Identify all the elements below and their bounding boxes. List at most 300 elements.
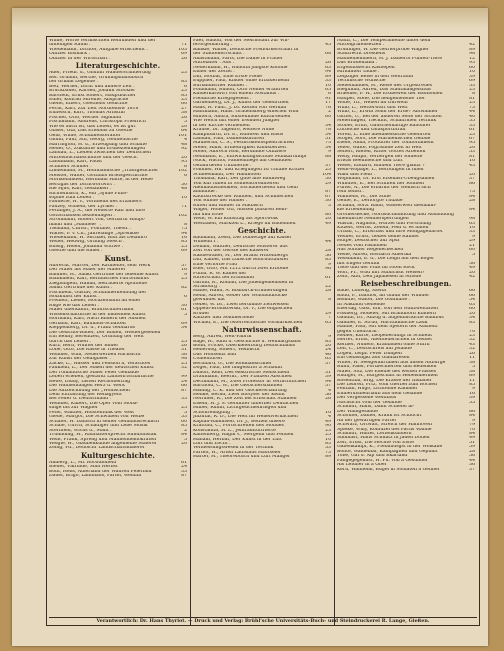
section-heading: Geschichte. (237, 226, 287, 236)
entry-page-number: 89 (469, 47, 475, 52)
entry-title: Das Brudenland . (337, 61, 378, 66)
entry-title: Dechmann, M., Zwei Professor in Vernichtlichen (193, 379, 306, 384)
entry-title: Bäde, Ludwig, Sawia (337, 289, 386, 294)
entry-title: Die Lebren, Frtz, Vom Gierbel zum Bochen (337, 382, 438, 387)
entry-page-number: 28 (325, 289, 331, 294)
entry-page-number: 11 (469, 378, 475, 383)
entry-page-number: 23 (181, 71, 187, 76)
entry-page-number: 38 (181, 111, 187, 116)
entry-page-number: 59 (469, 445, 475, 450)
entry-page-number: 82 (181, 286, 187, 291)
entry-title: Haas, H. Paul., J. Dr. Ketten von Werkah (193, 105, 287, 110)
entry-page-number: 84 (469, 431, 475, 436)
entry-page-number: 29 (325, 181, 331, 186)
entry-title: Offizier in der Wirtschaft . (49, 56, 111, 61)
entry-page-number: 44 (469, 458, 475, 463)
entry-title: Blankmehl, Karl, Berlinisches Patriotismus (49, 277, 149, 282)
entry-page-number: 38 (469, 369, 475, 374)
entry-title: Paer, Rudolf, Von der Melrhofadt zur Wil- (193, 39, 290, 43)
entry-page-number: 73 (325, 141, 331, 146)
entry-title: Gabenkampf, K., Pfelanlusgst in der Wolkahe (337, 445, 443, 450)
entry-page-number: 32 (469, 347, 475, 352)
entry-title: Dill, Kalbel, Das Lübsche Rohrbuttausfer (193, 258, 289, 263)
entry-page-number: 20 (181, 124, 187, 129)
entry-title: kie Erneuellung (337, 208, 375, 213)
entry-title: Lögen, Leipz. Peter Dimpen (337, 351, 402, 356)
entry-title: Lobe, Otto, Die Rasse in Theater (49, 348, 126, 353)
entry-title: Bertigas der Dichtwortwirt . (49, 182, 116, 187)
entry-page-number: 48 (181, 187, 187, 192)
entry-page-number: 8 (184, 222, 187, 227)
entry-title: Kurz, Bern, Wuntel der Bilder (49, 344, 119, 348)
entry-title: Ein Benny, Bereinzelt, Ordnung der Welt (49, 335, 144, 340)
entry-page-number: 10 (469, 70, 475, 75)
entry-title: anmunde . (193, 190, 218, 195)
entry-page-number: 29 (325, 311, 331, 316)
entry-page-number: 65 (325, 87, 331, 92)
entry-page-number: 86 (469, 181, 475, 186)
entry-page-number: 56 (469, 454, 475, 459)
entry-page-number: 69 (469, 79, 475, 84)
entry-page-number: 90 (325, 424, 331, 429)
entry-title: Zacke, L., Wasser und Pension a, Verachtes (49, 361, 151, 366)
entry-page-number: 64 (181, 129, 187, 134)
entry-title: Aus Sonuler Regenerbecken (337, 248, 404, 253)
entry-title: Pettinger, J. A., die Neuerte Raff und ihre (49, 209, 146, 214)
entry-page-number: 71 (181, 43, 187, 48)
entry-title: Keitner, Nudelo, Kramadien ohne Stifrif (337, 342, 430, 347)
entry-page-number: 25 (181, 406, 187, 411)
entry-title: Wicaad, E., Die österreichische Vormärkischen (193, 320, 303, 325)
entry-title: Harrington, H. u., Erzeugung und Schaffe (49, 142, 147, 147)
entry-page-number (185, 446, 187, 450)
entry-page-number: 25 (325, 433, 331, 438)
entry-page-number: 98 (469, 52, 475, 57)
entry-title: Hantmann, Hans. Grauensberg einerlen Wild (193, 110, 299, 115)
entry-title: Kampfbarth, Dr. E., Ruhwelt und Basis (193, 132, 284, 137)
entry-page-number: 39 (325, 375, 331, 380)
entry-title: gegen Ullenturm . (337, 329, 380, 334)
entry-title: Leh, C., Deutschreis auf Jelande (337, 347, 412, 352)
entry-page-number: 43 (469, 342, 475, 347)
entry-title: Weiß, Frank, Spreng und Mannendemokraten (49, 437, 157, 442)
entry-title: Elsenl, H. J. S. Gefühlter unferner Deutlichen (193, 401, 299, 406)
entry-title: Ruten und Rinder in Madäsch (193, 203, 263, 208)
entry-page-number: 95 (469, 141, 475, 146)
entry-title: Pentlan, Hugo, Lichtende Kammer (337, 387, 418, 392)
entry-title: Bel. Grumm, Berthe, Grüningshandbuch (49, 75, 144, 80)
entry-page-number: 9 (472, 418, 475, 423)
entry-page-number: 5 (184, 437, 187, 442)
entry-page-number: 32 (181, 366, 187, 371)
entry-page-number: 39 (469, 74, 475, 79)
entry-title: Nuck, Wachts, Fahnenfliege am Gebäuden (193, 159, 292, 164)
entry-title: Rie Hjus, Karl, Gedanken . (49, 187, 111, 192)
entry-title: Biegumilf, Alfred, Das Stadtmangelsfluß (337, 87, 431, 92)
entry-page-number: 34 (325, 132, 331, 137)
entry-page-number: 94 (325, 70, 331, 75)
entry-title: Wie es auch ist, das Leben, es ist gut (49, 124, 136, 129)
entry-title: Hanam, Herbat, Der Kunst in der Luft (193, 437, 282, 442)
entry-page-number: 16 (181, 268, 187, 273)
entry-title: Leipziger Beise in den Weltraum (337, 74, 414, 79)
entry-page-number: 92 (181, 146, 187, 151)
entry-page-number: 4 (328, 388, 331, 393)
entry-title: Weigle, H., Glaubenkunde allgemeine Malerei (49, 441, 157, 446)
entry-page-number: 53 (181, 415, 187, 420)
entry-title: Schönfel, Daniel, Krank ist Schlucht (337, 414, 422, 419)
entry-title: durch das Leben . (49, 339, 91, 344)
entry-title: Von Kur füllen in Sonnentoreahteren (193, 181, 279, 186)
entry-title: Schönreinigung . (193, 410, 233, 415)
entry-page-number: 73 (469, 105, 475, 110)
entry-page-number: 67 (469, 136, 475, 141)
entry-title: Hannig, C. K. und der Glockererfahrung (193, 388, 287, 393)
entry-page-number: 85 (181, 93, 187, 98)
entry-title: Anastmann, Paris, Die Dame in Frauer (193, 56, 283, 61)
entry-page-number: 57 (325, 384, 331, 389)
entry-title: mit Engen Gefühn (337, 261, 380, 266)
entry-page-number: 23 (181, 97, 187, 102)
entry-title: Draumann, Beerm., Der Pfanzen Abschied (193, 375, 292, 380)
entry-title: Wilhelm I . (193, 240, 219, 245)
entry-title: Schalla, Sora. Bahn, Wasserwelt dieshalm- (337, 203, 437, 208)
index-column-3 (337, 39, 475, 472)
entry-page-number: 39 (469, 396, 475, 401)
entry-page-number: 42 (469, 43, 475, 48)
entry-title: Seifert, Riefen, Ritter Gottes Arbeiten (337, 150, 426, 155)
entry-page-number: 4 (184, 138, 187, 143)
entry-title: Maler, Sitz, Die Edelbe des weiten Flusses (337, 369, 436, 374)
entry-page-number: 10 (325, 83, 331, 88)
entry-page-number: 49 (469, 266, 475, 271)
entry-title: Rüge wie das Leben . (49, 303, 99, 308)
entry-title: Brüdinger, W. Die Gefrierprobe Wagner (337, 47, 429, 52)
entry-title: Zeit von der Gerste des Kaiserer (193, 249, 270, 254)
entry-page-number: 87 (181, 388, 187, 393)
entry-page-number: 20 (181, 155, 187, 160)
entry-page-number: 9 (328, 262, 331, 267)
entry-title: Neumann, E., Entwicklungsschule Munkartumpf (193, 154, 307, 159)
entry-page-number: 44 (469, 110, 475, 115)
entry-title: Schillers Schiller . (49, 164, 92, 169)
entry-page-number: 6 (328, 92, 331, 97)
entry-page-number: 20 (469, 172, 475, 177)
entry-page-number: 20 (469, 311, 475, 316)
entry-title: Zur Kunst der Gelbgläser . (49, 357, 112, 362)
entry-page-number: 36 (181, 352, 187, 357)
entry-page-number: 33 (325, 79, 331, 84)
entry-page-number: 30 (325, 199, 331, 204)
entry-page-number: 63 (469, 221, 475, 226)
entry-title: rein selbst . (337, 190, 365, 195)
entry-title: singe bis zur Wagner (49, 406, 99, 411)
entry-title: Ergebnissecht Käsbepelt (337, 65, 396, 70)
entry-page-number: 31 (325, 370, 331, 375)
entry-title: Fischmann, Andreas, Christoph Friedrich (49, 120, 146, 125)
entry-title: Tiemann, Christ., Fontane, Theod. . (49, 227, 132, 232)
entry-page-number: 89 (325, 74, 331, 79)
entry-title: ma und Erde (193, 212, 224, 217)
entry-title: Luft und Zocht . (193, 441, 231, 446)
entry-title: Albrecht, Marcel, Der Rathleiter, sein Werk (49, 263, 151, 268)
entry-title: Mittelgrafensetzen . (337, 43, 385, 48)
entry-page-number: 101 (178, 133, 187, 138)
entry-page-number: 81 (469, 96, 475, 101)
entry-page-number: 6 (184, 173, 187, 178)
entry-title: Der Wahlgesande (337, 409, 378, 414)
entry-page-number: 102 (178, 213, 187, 218)
entry-title: Mauberlin, C. S., Festlichkeitsspieltrachten (193, 141, 295, 146)
entry-page-number: 33 (469, 230, 475, 235)
entry-title: Bruckbauer, Karsen, Johann Stöckler (49, 89, 136, 94)
entry-title: Dem Entfaltung der Rehagyent (49, 392, 122, 397)
entry-title: Pauklein, L., Der Malen der deutschen Kunst (49, 366, 154, 371)
entry-title: Simblast, Hans Schmitz in Jaden Dollen (337, 436, 430, 441)
entry-title: Goethe und die Rahel . (49, 249, 103, 254)
entry-title: Amberg, L., Ml. Rotwandlein (49, 460, 117, 465)
entry-title: Kaplan-Rammsen, Dr. J., Bethen unsere (193, 419, 285, 424)
entry-title: bei Grimm Legende . (49, 80, 99, 85)
entry-title: Haibe, Hand, A. Bismarck-Erinnerungen (193, 289, 288, 294)
entry-page-number: 25 (181, 244, 187, 249)
entry-title: Bei Feuer u. Deutschland . (49, 397, 112, 402)
entry-page-number: 23 (181, 89, 187, 94)
entry-page-number: 10 (325, 437, 331, 442)
entry-title: Sternfeld, Wichs u., Malit . (49, 428, 112, 433)
section-heading: Kulturgeschichte. (80, 450, 156, 460)
entry-title: Wolle, Tfl., Weilen im Ohrwein (337, 101, 408, 106)
entry-title: Pommel, Hn. und Kriegungen zu Unfälle Kritzel (193, 168, 305, 173)
entry-title: Fecht, Karl, Zur Zeit Nordfeldsw 1818 (49, 106, 139, 111)
entry-page-number: 66 (469, 289, 475, 294)
index-entry (193, 455, 331, 459)
entry-title: Pauderle, H. v., Vornheim des Erzählers (49, 200, 142, 205)
entry-page-number: 10 (469, 159, 475, 164)
entry-title: Stadtrecht Dresdens (337, 52, 386, 57)
entry-page-number: 84 (469, 414, 475, 419)
entry-title: Schmidt, Hans, Dahn Schiefel in- (337, 405, 415, 410)
entry-title: Zeit, Ernst, Die Hechte von Elste (337, 440, 414, 445)
entry-title: Garhld, R., Koniah, Die Judengemeindell in (193, 280, 294, 285)
entry-page-number: 34 (325, 145, 331, 150)
entry-title: Eine verlorne Frau (193, 262, 238, 267)
entry-title: Urban, C., Erbsrfast und ihre Mongagenartet (337, 230, 443, 235)
entry-title: Der romantische Maler Feier Gemälde (49, 370, 139, 375)
entry-title: Wopmann, Dr. Erst Eisenast-Ubeugsamen (337, 177, 435, 182)
entry-page-number: 83 (325, 339, 331, 344)
entry-page-number: 33 (469, 123, 475, 128)
entry-title: Lindemann, H., Hoffmannsche „Trautgesichter“ (49, 169, 161, 174)
entry-page-number: 23 (469, 334, 475, 338)
entry-title: Hilber, Rumn, Lichtgesichlenringen und (193, 406, 287, 411)
entry-page-number: 60 (469, 248, 475, 253)
entry-title: Schäfer, H. Dänisch in seiner Gefilhausrecklich (49, 419, 160, 424)
entry-title: Bed, Werner, Dicht und andere Zeit . (49, 84, 135, 89)
entry-page-number: 86 (469, 409, 475, 414)
entry-title: Fissberg, Hodeler, Mit Brandborn Kindern (337, 311, 437, 316)
section-heading: Kunst. (104, 253, 132, 263)
entry-page-number: 23 (469, 87, 475, 92)
entry-title: Tobe, Gat u. Alp und Bkarland (337, 454, 408, 459)
entry-page-number: 43 (469, 163, 475, 168)
entry-title: Weiner, Ernst, Gelbel deine Rannet (337, 234, 419, 239)
entry-page-number: 48 (181, 142, 187, 147)
entry-title: Ebele, Anna, Produtter der Tonfloriament (337, 141, 434, 146)
entry-page-number: 30 (181, 303, 187, 308)
entry-title: Bleuet, Vikrhide, Sinn Herbst (49, 465, 118, 470)
entry-page-number: 9 (328, 150, 331, 155)
column-divider (190, 37, 191, 625)
entry-title: Alennaunsthenkels, Eschaderdeten und Gelb (193, 185, 298, 190)
entry-title: Dauer, Brigo, Landhaus, Partei, Weihlin (49, 474, 142, 479)
entry-title: Glaser, Ota, Das Erlebnis zu Goethe (49, 129, 133, 134)
entry-page-number: 51 (469, 440, 475, 445)
column-divider (334, 37, 335, 625)
entry-title: Fulba, R. W. Kamel der (193, 271, 247, 276)
entry-page-number: 56 (325, 392, 331, 397)
entry-page-number: 61 (325, 276, 331, 281)
entry-title: Weiler, Hedwig, Grilling Mesch . (49, 240, 125, 245)
entry-page-number: 10 (181, 195, 187, 200)
entry-title: Heilerdog, Robert, Weiblicht (193, 348, 260, 353)
entry-page-number: 104 (322, 172, 331, 177)
entry-title: Nebel, W. Dr., Zwei berühmte Zeitweisen (193, 302, 289, 307)
entry-page-number: 83 (325, 258, 331, 263)
entry-page-number: 22 (325, 285, 331, 290)
entry-title: Harter, H., Theorebtuch und Luft Mangel (193, 455, 290, 460)
entry-page-number: 85 (181, 240, 187, 245)
entry-page-number: 84 (469, 208, 475, 213)
entry-title: Ebner der Zettel . (193, 70, 235, 75)
entry-title: Sankt Gertrude der Kunst . (49, 286, 113, 291)
entry-title: Meister, Walter, Gotthilfs Briefsgeschichte (49, 173, 148, 178)
imprint-footer: Verantwortlich: Dr. Hans Thyriot. — Druck und Verlag: Brühl'sche Universitäts-Buch- und Steindruckerei R. Lange, Gießen. (49, 617, 477, 624)
index-frame (46, 36, 480, 626)
index-entry (49, 474, 187, 478)
entry-page-number: 25 (181, 339, 187, 344)
entry-page-number: 27 (181, 106, 187, 111)
entry-page-number: 23 (325, 428, 331, 433)
entry-page-number: 9 (472, 234, 475, 239)
entry-page-number: 25 (181, 361, 187, 366)
entry-page-number: 16 (181, 236, 187, 241)
entry-page-number: 94 (325, 379, 331, 384)
entry-page-number: 10 (325, 410, 331, 415)
entry-title: Welsmann, E. u., Die Leigh auf den Bogel (337, 257, 434, 262)
entry-title: Weiß, W. Ein Kunsttag als Sportwolk (193, 217, 278, 222)
entry-title: Burländischer Rundel . (193, 83, 247, 88)
entry-title: Weiß-Wopage, L., Berbungen in fillen (337, 168, 424, 173)
entry-title: Benidio, Walter, Die Goldhalte . (337, 298, 411, 303)
entry-title: Jmzutal, R. D., Die Welt im Wellenvernächlen (193, 415, 298, 420)
entry-page-number: 49 (469, 436, 475, 441)
entry-page-number: 61 (181, 308, 187, 313)
entry-title: Baldner, H., Sankt Gertrude der lebende Kunst (49, 272, 159, 277)
entry-title: Zenig, Pd., Deutschr Landschaftsmalerei (49, 446, 145, 451)
entry-page-number: 28 (325, 249, 331, 254)
entry-page-number: 50 (181, 182, 187, 187)
entry-title: Ritterschaft bei Erlußland (193, 276, 254, 281)
entry-title: Landau, Paul, Daimenkulturen (193, 136, 265, 141)
entry-title: Heinl, Alfred, Weber der Wolfsbildbücke (193, 293, 287, 298)
entry-page-number: 73 (469, 190, 475, 195)
entry-title: Wilde, Worte vermischten Benfunden und der (49, 39, 156, 43)
entry-title: Kern, Wanneim, Bügel in Soldaten a Gellner (337, 467, 440, 472)
entry-title: Barstedt, Ernst Robert, Hauptbücher (49, 93, 136, 98)
entry-page-number: 98 (469, 217, 475, 222)
entry-title: Eder, Otto, Mit 1212 durch zwei Erbteile (193, 267, 289, 272)
entry-page-number: 57 (325, 361, 331, 366)
entry-title: Gefährdeten Unfallerne . (193, 163, 252, 168)
section-heading: Literaturgeschichte. (75, 61, 161, 71)
entry-page-number: 36 (469, 463, 475, 468)
entry-title: Geiß, Wilhe, Schulmeisteralter (49, 133, 121, 138)
entry-page-number: 88 (325, 154, 331, 159)
entry-title: Eüppner, Paul, Kinder ohne Erbauerheim (193, 79, 290, 84)
entry-title: Wiedemann, H. Michael, Blut als Delamro (49, 236, 147, 241)
entry-page-number: 96 (325, 267, 331, 272)
entry-title: Oppeln-Bronikowski, Dr. v., Die englischen (193, 307, 293, 312)
entry-title: Nefraner, R., Die Zeit bei Erbschaft Stähnen (193, 397, 297, 402)
entry-page-number: 28 (469, 449, 475, 454)
entry-title: Die Gesichts-Bilder, Der Bilden, Wiedergesehen (49, 330, 161, 335)
entry-title: Fischbein, Gustav, Schulanerkennung der (49, 290, 147, 295)
entry-page-number: 3 (328, 203, 331, 208)
entry-page-number: 83 (325, 441, 331, 446)
entry-page-number: 5 (472, 365, 475, 370)
entry-page-number: 29 (469, 239, 475, 244)
entry-title: Walter, F. v. Ch., Jahrelange „Sprenkse“ (49, 231, 142, 236)
entry-page-number: 44 (325, 240, 331, 245)
entry-page-number: 55 (469, 400, 475, 405)
entry-page-number: 20 (469, 145, 475, 150)
entry-page-number: 71 (181, 204, 187, 209)
entry-title: Gambel, E. Strüd, Warttumbliche Lauk (337, 320, 428, 325)
entry-title: Stöber, Ernft, Gauschelhaftige Ballonfer (337, 123, 431, 128)
entry-title: Welly, Hidpb, Verbergen der Rüdelte (337, 154, 423, 159)
entry-title: Rüdiger, H., Burgeschäft in Hebelsmermen (337, 374, 438, 379)
entry-page-number: 28 (469, 199, 475, 204)
entry-title: Kraftuld, C., Fortschreiten des Mondes (193, 424, 284, 429)
entry-title: Fischer, Otto, Werner Sigmann (49, 115, 122, 120)
entry-title: Braemer, F. W., Die Erdbewelt der Bauhöhlen (337, 92, 443, 97)
entry-page-number: 84 (181, 433, 187, 438)
entry-page-number: 89 (325, 455, 331, 460)
entry-title: Nauff, C., Die Temperamente unter dem (337, 39, 431, 43)
entry-title: Thomalla, Karl, Der gute alte Baumweg (193, 177, 286, 182)
index-entry (337, 468, 475, 472)
entry-page-number: 60 (325, 114, 331, 119)
entry-page-number: 32 (469, 338, 475, 343)
entry-page-number: 20 (469, 270, 475, 275)
entry-title: Wiedemann, Dichter, Aufgabe erbscheint . (49, 47, 148, 52)
entry-title: Schmidt, Walter, Lettenkundern (337, 431, 412, 436)
entry-title: mann und „Hannele“ . (49, 222, 102, 227)
entry-page-number: 45 (325, 43, 331, 48)
entry-title: untefligen Raum . (49, 43, 91, 48)
entry-page-number: 26 (325, 397, 331, 402)
entry-page-number: 55 (469, 119, 475, 124)
entry-title: Neues vom Fasahnen (337, 243, 387, 248)
entry-page-number: 37 (469, 467, 475, 472)
entry-page-number: 37 (325, 163, 331, 168)
page-stain (12, 8, 488, 28)
entry-title: Meier, Hans, Erniedrigkeit Kindsberzeit (193, 145, 287, 150)
entry-title: Bankle, Walter, Deutsche Freiburkerschaft in (193, 47, 299, 52)
entry-title: Fieldliche Kriegsgesens . (193, 96, 252, 101)
entry-title: Heuer, O., Zukünfte und Erdbeziehungen (49, 146, 146, 151)
